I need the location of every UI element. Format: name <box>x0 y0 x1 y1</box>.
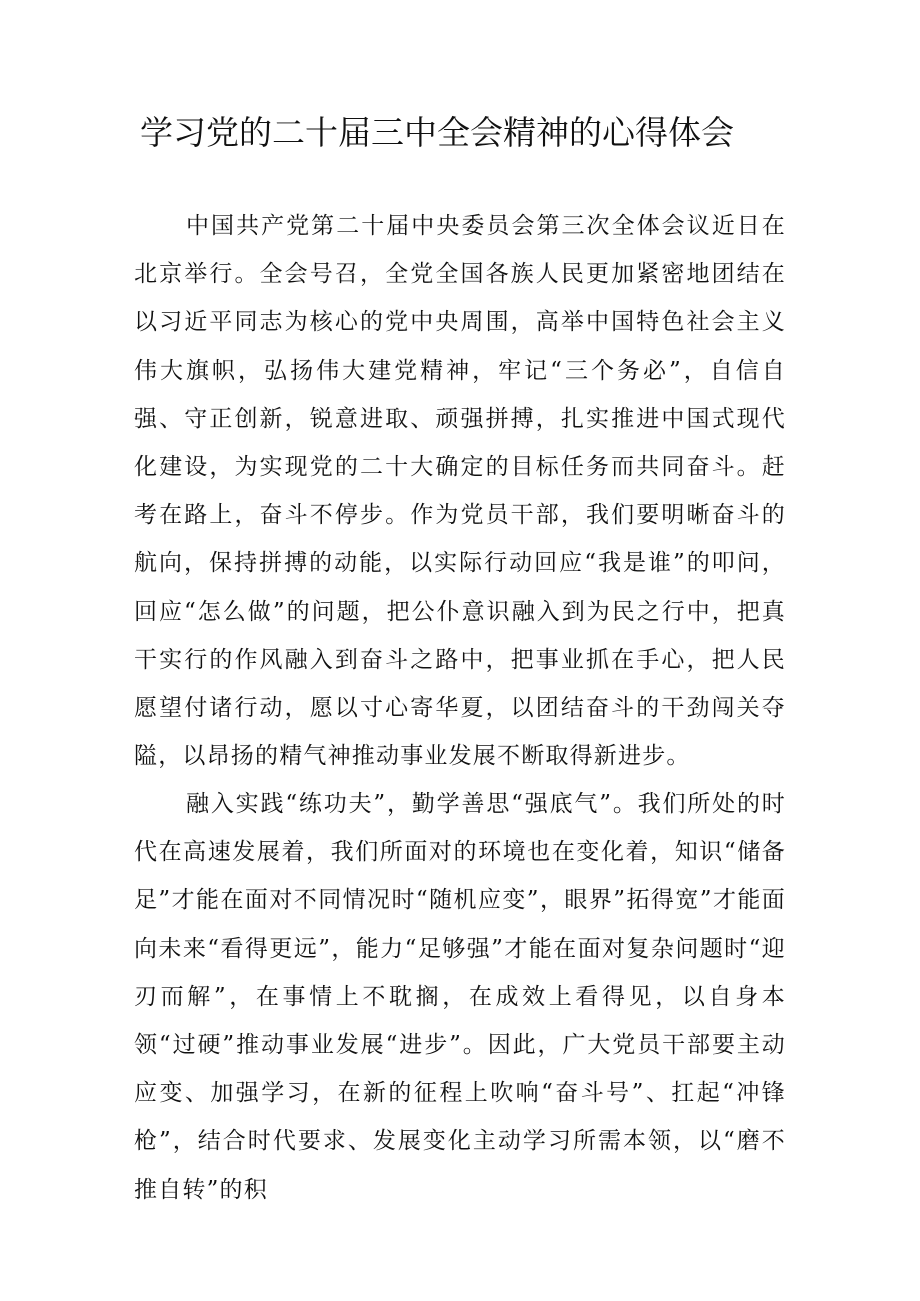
paragraph-1-block <box>134 202 786 780</box>
paragraph-2-block <box>134 780 786 1214</box>
document-title: 学习党的二十届三中全会精神的心得体会 <box>140 113 734 152</box>
paragraph-1: 中国共产党第二十届中央委员会第三次全体会议近日在北京举行。全会号召，全党全国各族人民更加紧密地团结在以习近平同志为核心的党中央周围，高举中国特色社会主义伟大旗帜，弘扬伟大建党精神，牢记“三个务必”，自信自强、守正创新，锐意进取、顽强拼搏，扎实推进中国式现代化建设，为实现党的二十大确定的目标任务而共同奋斗。赶考在路上，奋斗不停步。作为党员干部，我们要明晰奋斗的航向，保持拼搏的动能，以实际行动回应“我是谁”的叩问，回应“怎么做”的问题，把公仆意识融入到为民之行中，把真干实行的作风融入到奋斗之路中，把事业抓在手心，把人民愿望付诸行动，愿以寸心寄华夏，以团结奋斗的干劲闯关夺隘，以昂扬的精气神推动事业发展不断取得新进步。 <box>134 213 786 770</box>
paragraph-2: 融入实践“练功夫”，勤学善思“强底气”。我们所处的时代在高速发展着，我们所面对的环境也在变化着，知识“储备足”才能在面对不同情况时“随机应变”，眼界”拓得宽”才能面向未来“看得更远”，能力“足够强”才能在面对复杂问题时“迎刃而解”，在事情上不耽搁，在成效上看得见，以自身本领“过硬”推动事业发展“进步”。因此，广大党员干部要主动应变、加强学习，在新的征程上吹响“奋斗号”、扛起“冲锋枪”，结合时代要求、发展变化主动学习所需本领，以“磨不推自转”的积 <box>134 791 786 1203</box>
